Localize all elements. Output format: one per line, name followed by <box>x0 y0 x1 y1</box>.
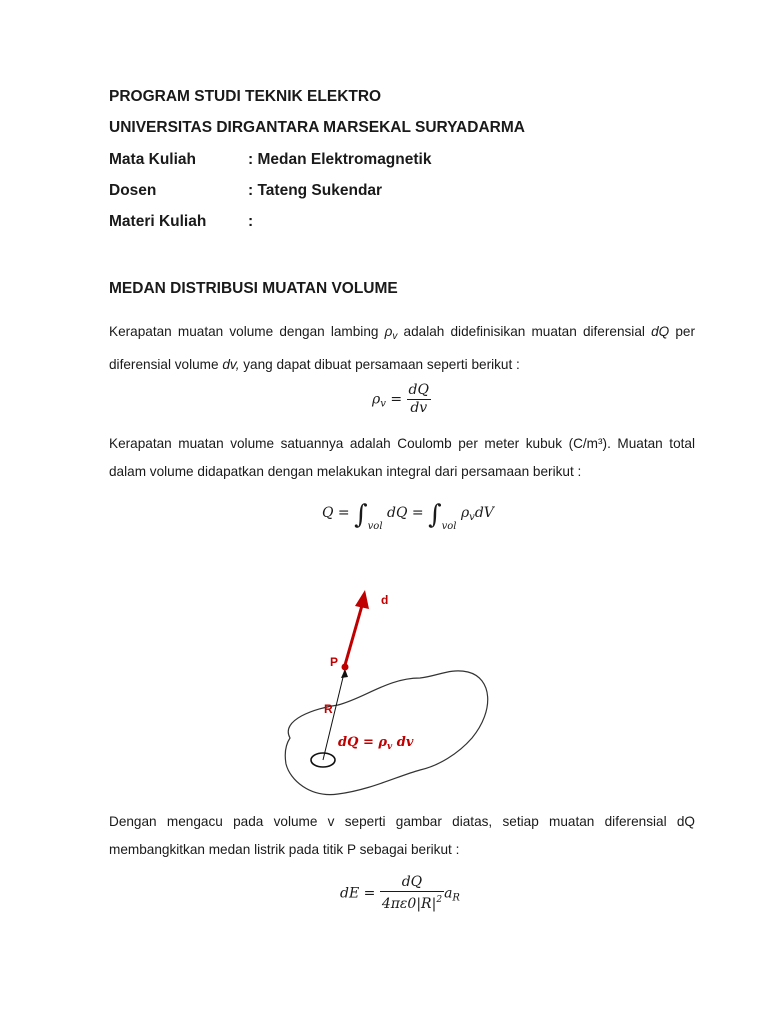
p1-text-a: Kerapatan muatan volume dengan lambing <box>109 324 385 339</box>
volume-charge-figure <box>270 580 520 810</box>
lecturer-label: Dosen <box>109 182 157 199</box>
lecturer-row <box>109 182 382 200</box>
equation-integral: $Q = \int_{vol}$ dQ = $\int_{vol}$ $\rho_vdV$ <box>322 500 494 532</box>
equation-density: $\rho_v$ = $\frac{dQ}{dv}$ <box>372 382 429 416</box>
material-value: : <box>248 213 254 230</box>
p1-dq: dQ <box>651 324 670 339</box>
vector-d-arrowhead <box>355 590 369 609</box>
paragraph-electric-field: Dengan mengacu pada volume v seperti gambar diatas, setiap muatan diferensial dQ membangkitkan medan listrik pada titik P sebagai berikut : <box>109 814 695 857</box>
program-heading: PROGRAM STUDI TEKNIK ELEKTRO <box>109 88 382 105</box>
paragraph-definition <box>109 318 695 379</box>
label-r: R <box>324 702 333 716</box>
equation-electric-field: dE = $\frac{dQ}{4\pi\varepsilon 0|R|^2}$ $a_R$ <box>340 874 460 912</box>
material-label: Materi Kuliah <box>109 213 207 230</box>
p1-rho-symbol: $\rho_v$ <box>384 324 398 342</box>
material-row <box>109 213 253 231</box>
university-heading: UNIVERSITAS DIRGANTARA MARSEKAL SURYADARMA <box>109 119 525 136</box>
course-row <box>109 151 431 169</box>
course-value: : Medan Elektromagnetik <box>248 151 432 168</box>
point-p-dot <box>342 664 349 671</box>
p1-text-b: adalah didefinisikan muatan diferensial <box>397 324 652 339</box>
course-label: Mata Kuliah <box>109 151 196 168</box>
section-title: MEDAN DISTRIBUSI MUATAN VOLUME <box>109 280 398 297</box>
volume-outline <box>285 671 488 795</box>
label-p: P <box>330 655 339 669</box>
p1-text-d: yang dapat dibuat persamaan seperti berikut : <box>239 357 520 372</box>
lecturer-value: : Tateng Sukendar <box>248 182 383 199</box>
paragraph-total-charge: Kerapatan muatan volume satuannya adalah Coulomb per meter kubuk (C/m³). Muatan total dalam volume didapatkan dengan melakukan integral dari persamaan berikut : <box>109 436 695 479</box>
p1-text-c: per diferensial volume <box>109 324 695 372</box>
vector-d-line <box>345 602 363 665</box>
figure-svg <box>270 580 520 810</box>
p1-dv: dv, <box>222 357 240 372</box>
label-charge-equation: dQ = $\rho_v$ dv <box>338 735 414 752</box>
label-d: d <box>381 593 389 607</box>
